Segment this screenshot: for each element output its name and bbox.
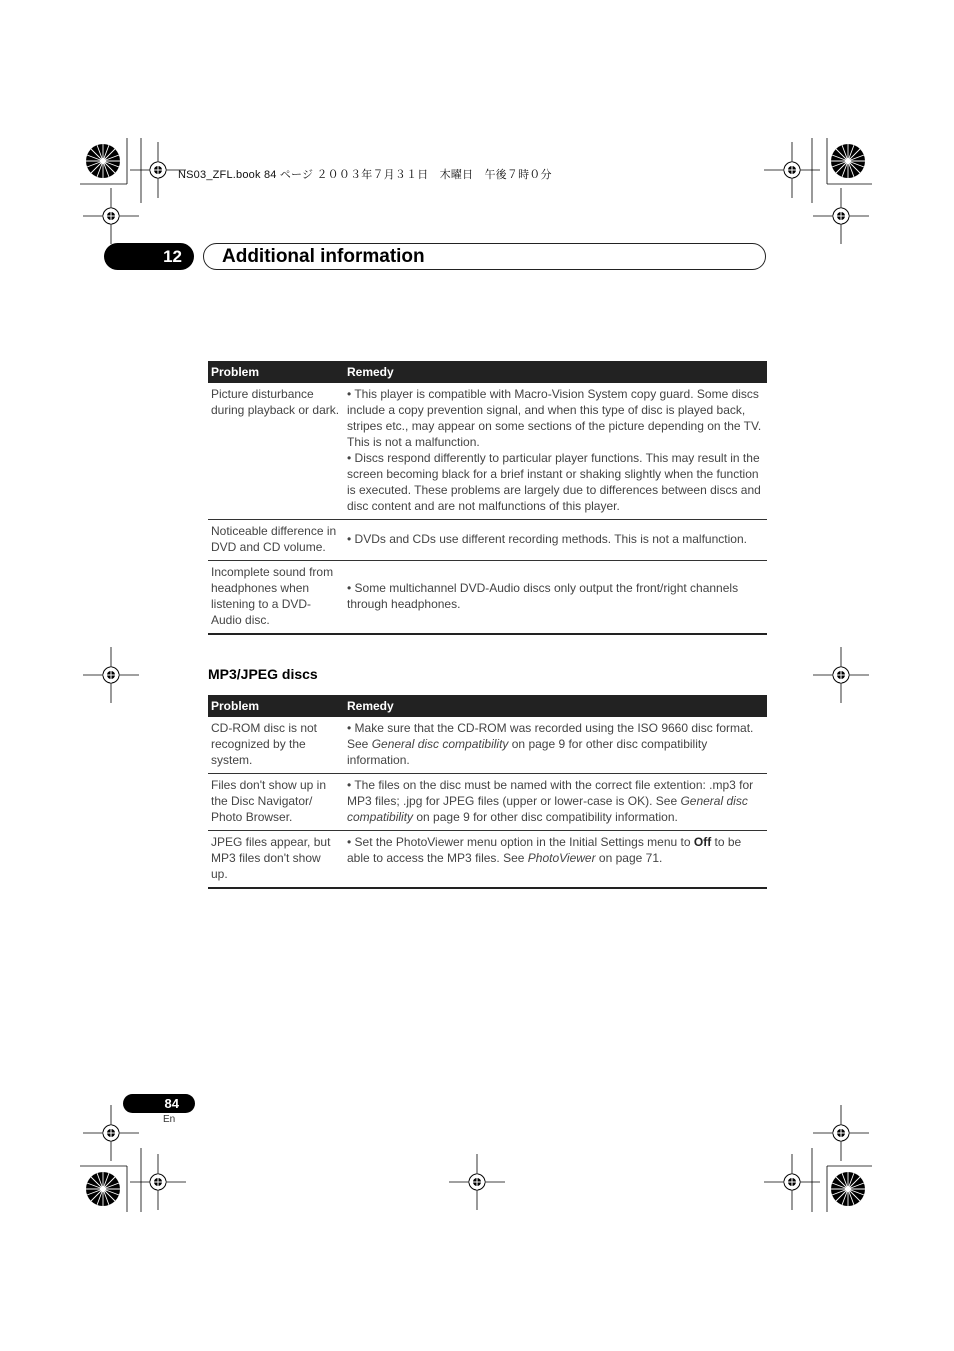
column-header-remedy: Remedy — [344, 361, 767, 383]
remedy-cell — [344, 383, 767, 520]
table-header-row — [208, 361, 767, 383]
remedy-text: on page 9 for other disc compatibility information. — [347, 737, 708, 767]
remedy-cell — [344, 774, 767, 831]
remedy-cell — [344, 520, 767, 561]
table-row — [208, 717, 767, 774]
cross-reference: PhotoViewer — [527, 851, 596, 865]
print-slug: NS03_ZFL.book 84 ページ ２００３年７月３１日 木曜日 午後７時０分 — [178, 169, 552, 181]
remedy-text: • Discs respond differently to particular player functions. This may result in the screen becoming black for a brief instant or shaking slightly when the function is executed. These problems are largely due to differences between discs and disc content and are not malfunctions of this player. — [347, 451, 761, 513]
problem-cell: JPEG files appear, but MP3 files don't show up. — [208, 831, 344, 889]
remedy-text: • Make sure that the CD-ROM was recorded using the ISO 9660 disc format. See — [347, 721, 754, 751]
troubleshooting-table-general — [208, 361, 767, 635]
table-row — [208, 831, 767, 889]
problem-cell: CD-ROM disc is not recognized by the system. — [208, 717, 344, 774]
section-heading: MP3/JPEG discs — [208, 666, 318, 682]
problem-cell: Picture disturbance during playback or dark. — [208, 383, 344, 520]
remedy-cell — [344, 561, 767, 635]
chapter-header — [203, 243, 766, 270]
table-header-row — [208, 695, 767, 717]
remedy-text: • Some multichannel DVD-Audio discs only output the front/right channels through headphones. — [347, 581, 739, 611]
cross-reference: General disc compatibility — [347, 794, 748, 824]
remedy-text: • Set the PhotoViewer menu option in the Initial Settings menu to — [347, 835, 694, 849]
problem-cell: Incomplete sound from headphones when listening to a DVD-Audio disc. — [208, 561, 344, 635]
remedy-text: on page 71. — [595, 851, 663, 865]
table-row — [208, 520, 767, 561]
remedy-text: on page 9 for other disc compatibility information. — [413, 810, 678, 824]
troubleshooting-table-mp3-jpeg — [208, 695, 767, 889]
column-header-remedy: Remedy — [344, 695, 767, 717]
chapter-number: 12 — [104, 243, 194, 270]
table-row — [208, 561, 767, 635]
remedy-text: • DVDs and CDs use different recording methods. This is not a malfunction. — [347, 532, 747, 546]
problem-cell: Noticeable difference in DVD and CD volume. — [208, 520, 344, 561]
table-row — [208, 383, 767, 520]
page-language: En — [163, 1114, 176, 1125]
chapter-title: Additional information — [222, 246, 425, 267]
column-header-problem: Problem — [208, 695, 344, 717]
remedy-cell — [344, 717, 767, 774]
remedy-text: to be able to access the MP3 files. See — [347, 835, 742, 865]
setting-value: Off — [693, 835, 712, 849]
cross-reference: General disc compatibility — [371, 737, 509, 751]
remedy-cell — [344, 831, 767, 889]
remedy-text: • This player is compatible with Macro-Vision System copy guard. Some discs include a copy prevention signal, and when this type of disc is played back, stripes etc., may appear on some sections of the picture depending on the TV. This is not a malfunction. — [347, 387, 762, 449]
column-header-problem: Problem — [208, 361, 344, 383]
page-number: 84 — [123, 1094, 195, 1113]
remedy-text: • The files on the disc must be named with the correct file extention: .mp3 for MP3 files; .jpg for JPEG files (upper or lower-case is OK). See — [347, 778, 754, 808]
problem-cell: Files don't show up in the Disc Navigator/ Photo Browser. — [208, 774, 344, 831]
table-row — [208, 774, 767, 831]
